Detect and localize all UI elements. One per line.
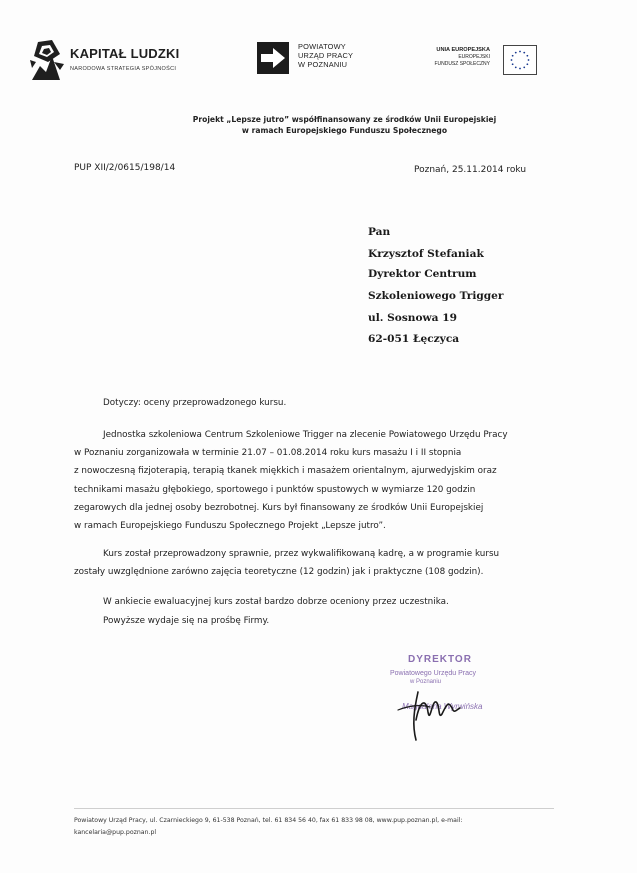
- body-paragraph-1: [74, 426, 541, 535]
- body-line: technikami masażu głębokiego, sportowego i punktów spustowych w wymiarze 120 godzin: [74, 484, 476, 495]
- footer-divider: [74, 808, 554, 809]
- footer-line-2: kancelaria@pup.poznan.pl: [74, 829, 157, 836]
- subject-line: Dotyczy: oceny przeprowadzonego kursu.: [103, 398, 287, 408]
- body-paragraph-3: W ankiecie ewaluacyjnej kurs został bardzo dobrze oceniony przez uczestnika.: [103, 597, 449, 607]
- eu-logo: [418, 45, 540, 79]
- place-date: Poznań, 25.11.2014 roku: [414, 165, 527, 175]
- eu-logo-line: EUROPEJSKI: [458, 54, 490, 60]
- eu-star-icon: [512, 55, 514, 57]
- pup-logo: [257, 42, 377, 78]
- eu-star-icon: [511, 59, 513, 61]
- body-line: Jednostka szkoleniowa Centrum Szkoleniowe Trigger na zlecenie Powiatowego Urzędu Pracy: [103, 430, 508, 440]
- eu-star-icon: [515, 66, 517, 68]
- body-line: zegarowych dla jednej osoby bezrobotnej. Kurs był finansowany ze środków Unii Europejskiej: [74, 502, 484, 513]
- eu-star-icon: [523, 52, 525, 54]
- body-line: zostały uwzględnione zarówno zajęcia teoretyczne (12 godzin) jak i praktyczne (108 godzin).: [74, 567, 484, 578]
- body-paragraph-2: [74, 545, 541, 581]
- arrow-right-icon: [261, 48, 285, 68]
- kapital-ludzki-emblem-icon: [30, 36, 66, 82]
- eu-flag-icon: [503, 45, 537, 75]
- body-line: Kurs został przeprowadzony sprawnie, przez wykwalifikowaną kadrę, a w programie kursu: [103, 549, 500, 559]
- pup-logo-line: URZĄD PRACY: [298, 51, 354, 61]
- stamp-title: DYREKTOR: [408, 654, 472, 665]
- footer: [74, 815, 462, 839]
- project-line-2: w ramach Europejskiego Funduszu Społecznego: [241, 126, 448, 135]
- addressee-salutation: Pan: [368, 226, 391, 238]
- eu-star-icon: [519, 51, 521, 53]
- eu-logo-text: [434, 47, 490, 68]
- body-line: w Poznaniu zorganizowała w terminie 21.07 – 01.08.2014 roku kurs masażu I i II stopnia: [74, 448, 462, 459]
- kapital-ludzki-subtitle: NARODOWA STRATEGIA SPÓJNOŚCI: [70, 66, 177, 72]
- eu-star-icon: [519, 68, 521, 70]
- eu-logo-line: FUNDUSZ SPOŁECZNY: [434, 61, 490, 67]
- eu-star-icon: [515, 52, 517, 54]
- pup-logo-line: POWIATOWY: [298, 42, 346, 51]
- handwritten-signature-icon: [390, 680, 490, 750]
- addressee-street: ul. Sosnowa 19: [368, 312, 457, 324]
- kapital-ludzki-logo: [30, 36, 190, 82]
- body-paragraph-4: Powyższe wydaje się na prośbę Firmy.: [103, 616, 270, 626]
- stamp-line-2: w Poznaniu: [410, 679, 442, 685]
- project-line-1: Projekt „Lepsze jutro” współfinansowany ze środków Unii Europejskiej: [192, 115, 497, 124]
- eu-star-icon: [526, 55, 528, 57]
- stamp-line-1: Powiatowego Urzędu Pracy: [390, 670, 476, 677]
- pup-logo-line: W POZNANIU: [298, 60, 348, 70]
- pup-logo-text: [298, 42, 353, 70]
- eu-logo-line: UNIA EUROPEJSKA: [436, 47, 490, 53]
- kapital-ludzki-title: KAPITAŁ LUDZKI: [70, 46, 180, 61]
- eu-star-icon: [512, 63, 514, 65]
- body-line: w ramach Europejskiego Funduszu Społecznego Projekt „Lepsze jutro”.: [74, 521, 386, 532]
- reference-number: PUP XII/2/0615/198/14: [74, 163, 176, 173]
- body-line: z nowoczesną fizjoterapią, terapią tkanek miękkich i masażem orientalnym, ajurwedyjskim oraz: [74, 466, 497, 477]
- footer-line-1: Powiatowy Urząd Pracy, ul. Czarnieckiego 9, 61-538 Poznań, tel. 61 834 56 40, fax 61 833 98 08, www.pup.poznan.pl, e-mail:: [74, 817, 463, 824]
- eu-star-icon: [526, 63, 528, 65]
- eu-star-icon: [528, 59, 530, 61]
- pup-logo-box: [257, 42, 289, 74]
- addressee-name: Krzysztof Stefaniak: [368, 248, 484, 260]
- stamp-signer: Magdalena Wyrwińska: [402, 702, 483, 711]
- addressee-organization: Szkoleniowego Trigger: [368, 290, 504, 302]
- addressee-position: Dyrektor Centrum: [368, 268, 477, 280]
- eu-star-icon: [523, 66, 525, 68]
- addressee-postal-city: 62-051 Łęczyca: [368, 333, 460, 345]
